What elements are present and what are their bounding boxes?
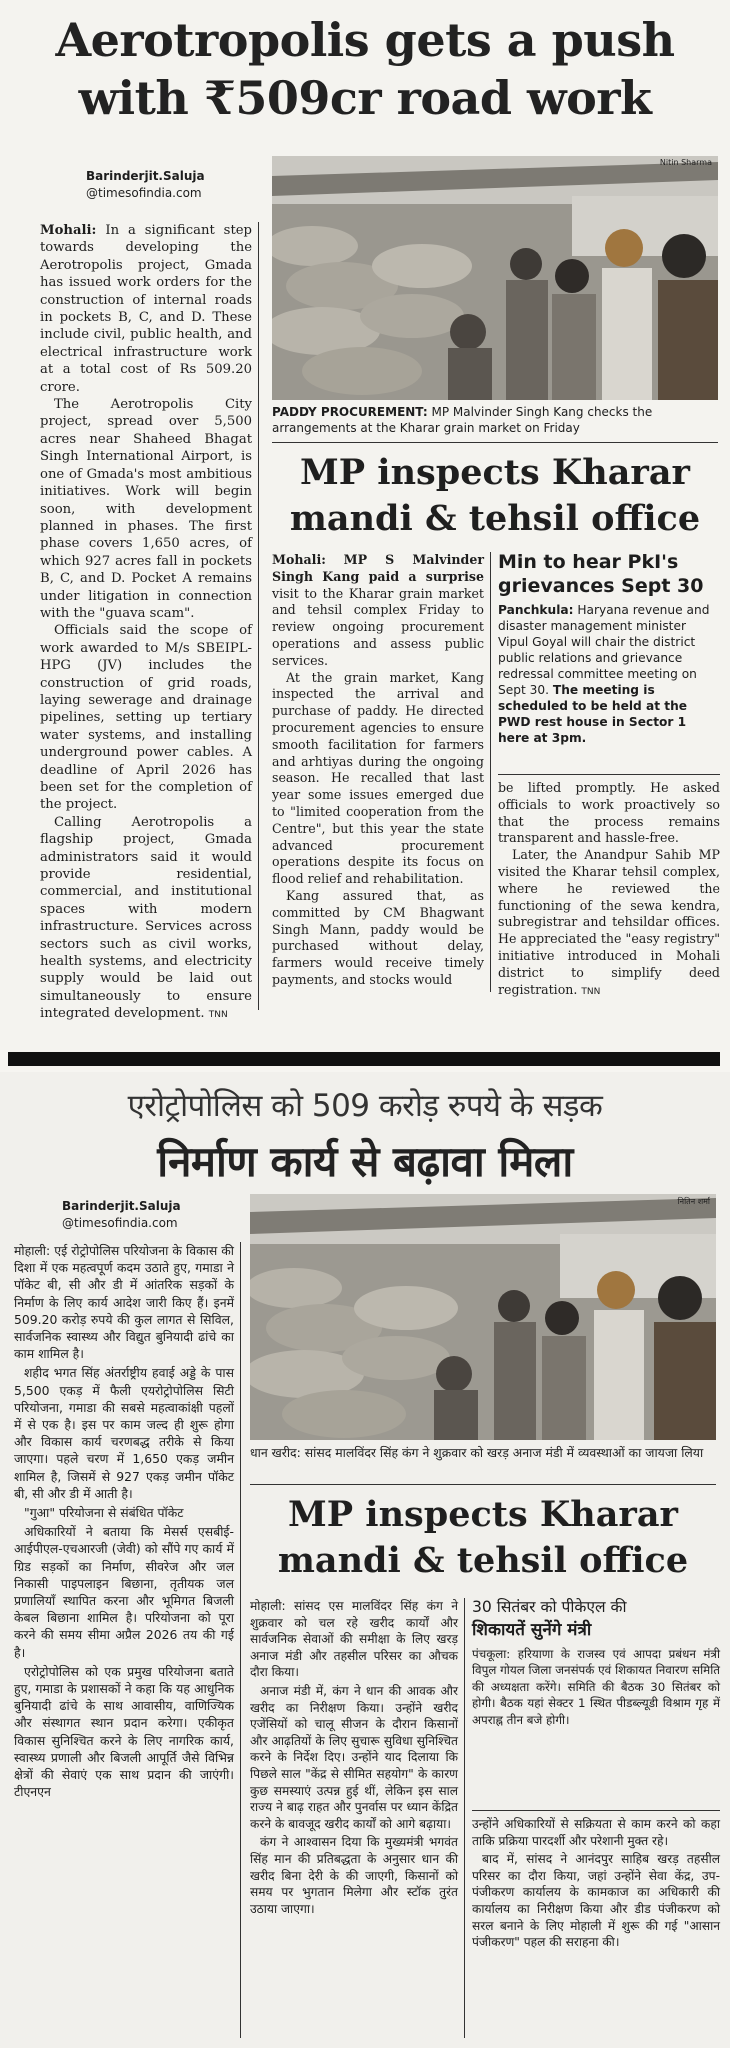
box-dateline: Panchkula: [498, 603, 574, 617]
hindi-sub-headline-line-2: mandi & tehsil office [277, 1540, 689, 1581]
lead-para-3: Officials said the scope of work awarded to M/s SBEIPL-HPG (JV) includes the construction of grid roads, laying sewerage and drainage pipelines, setting up tertiary water systems, and installing underground power cables. A deadline of April 2026 has been set for the completion of the project. [40, 623, 252, 813]
hindi-sub-column-divider [464, 1598, 465, 2038]
box-body [498, 602, 720, 746]
hindi-para-3: "गुआ" परियोजना से संबंधित पॉकेट [24, 1505, 184, 1521]
paddy-procurement-photo [272, 156, 718, 400]
hindi-box-headline-line-1: 30 सितंबर को पीकेएल की [472, 1598, 627, 1616]
sub-col2-para-2: Later, the Anandpur Sahib MP visited the Kharar tehsil complex, where he reviewed the functioning of the sewa kendra, subregistrar and tehsildar offices. He appreciated the "easy registry" initiative introduced in Mohali district to simplify deed registration. [498, 847, 720, 997]
hindi-para-5: एरोट्रोपोलिस को एक प्रमुख परियोजना बताते हुए, गमाडा के प्रशासकों ने कहा कि यह आधुनिक बुनियादी ढांचे के साथ आवासीय, वाणिज्यिक और संस्थागत स्थान प्रदान करेगा। एकीकृत विकास सुनिश्चित करने के लिए नागरिक कार्य, स्वास्थ्य प्रणाली और बिजली आपूर्ति जैसे विभिन्न क्षेत्रों की सेवाएं एक साथ प्रदान की जाएंगी। टीएनएन [14, 1663, 234, 1800]
box-headline-line-2: grievances Sept 30 [498, 575, 704, 597]
hindi-clipping [0, 1072, 730, 2048]
tnn-tag-2: TNN [581, 986, 601, 997]
hindi-byline-name: Barinderjit.Saluja [62, 1199, 181, 1213]
hindi-sub-para-2: अनाज मंडी में, कंग ने धान की आवक और खरीद का निरीक्षण किया। उन्होंने खरीद एजेंसियों को चालू सीजन के दौरान किसानों और आढ़तियों के लिए सुचारू सुविधा सुनिश्चित करने के निर्देश दिए। उन्होंने याद दिलाया कि पिछले साल "केंद्र से सीमित सहयोग" के कारण कुछ समस्याएं उत्पन्न हुई थीं, लेकिन इस साल राज्य ने बाढ़ राहत और पुनर्वास पर ध्यान केंद्रित करने के बावजूद खरीद कार्यों को आगे बढ़ाया। [250, 1683, 458, 1831]
box-text-bold: The meeting is scheduled to be held at the PWD rest house in Sector 1 here at 3pm. [498, 683, 688, 745]
sub-para-2: At the grain market, Kang inspected the arrival and purchase of paddy. He directed procurement agencies to ensure smooth facilitation for farmers and arhtiyas during the ongoing season. He recalled that last year some issues emerged due to "limited cooperation from the Centre", but this year the state advanced procurement operations despite its focus on flood relief and rehabilitation. [272, 669, 484, 887]
sub-headline-line-2: mandi & tehsil office [289, 498, 701, 539]
sub-para-1-lead: MP S Malvinder Singh Kang paid a surprise [272, 552, 484, 584]
hindi-sub-headline-line-1: MP inspects Kharar [288, 1494, 678, 1535]
caption-rule [272, 442, 718, 443]
photo-illustration [272, 156, 718, 400]
sub-headline-line-1: MP inspects Kharar [300, 452, 690, 493]
hindi-headline-line-2: निर्माण कार्य से बढ़ावा मिला [157, 1137, 573, 1186]
byline-handle: @timesofindia.com [86, 186, 202, 200]
sub-para-1: visit to the Kharar grain market and tehsil complex Friday to review ongoing procurement operations and assess public services. [272, 585, 484, 668]
box-rule [498, 774, 720, 775]
grievance-box [498, 550, 720, 746]
hindi-byline [62, 1198, 181, 1232]
hindi-photo-caption: धान खरीद: सांसद मालविंदर सिंह कंग ने शुक्रवार को खरड़ अनाज मंडी में व्यवस्थाओं का जायजा लिया [250, 1445, 704, 1460]
lead-para-1: In a significant step towards developing the Aerotropolis project, Gmada has issued work orders for the construction of internal roads in pockets B, C, and D. These include civil, public health, and electrical infrastructure work at a total cost of Rs 509.20 crore. [40, 223, 252, 395]
hindi-col2-para-2: बाद में, सांसद ने आनंदपुर साहिब खरड़ तहसील परिसर का दौरा किया, जहां उन्होंने सेवा केंद्र, उप-पंजीकरण कार्यालय के कामकाज का अधिकारी की कार्यालय का निरीक्षण किया और डीड पंजीकरण को सरल बनाने के लिए मोहाली में शुरू की गई "आसान पंजीकरण" पहल की सराहना की। [472, 1852, 720, 1950]
hindi-caption-rule [250, 1484, 716, 1485]
photo-caption [272, 404, 718, 436]
headline-line-1: Aerotropolis gets a push [55, 13, 675, 67]
sub-column-divider [490, 552, 491, 992]
hindi-col2-para-1: उन्होंने अधिकारियों से सक्रियता से काम करने को कहा ताकि प्रक्रिया पारदर्शी और परेशानी मुक्त रहे। [472, 1817, 720, 1848]
sub-para-3: Kang assured that, as committed by CM Bhagwant Singh Mann, paddy would be purchased without delay, farmers would receive timely payments, and stocks would [272, 887, 484, 987]
byline-name: Barinderjit.Saluja [86, 169, 205, 183]
hindi-column-divider [240, 1242, 241, 2038]
hindi-sub-para-3: कंग ने आश्वासन दिया कि मुख्यमंत्री भगवंत सिंह मान की प्रतिबद्धता के अनुसार धान की खरीद बिना देरी के की जाएगी, किसानों को समय पर भुगतान मिलेगा और स्टॉक तुरंत उठाया जाएगा। [250, 1835, 458, 1916]
lead-para-4: Calling Aerotropolis a flagship project, Gmada administrators said it would provide residential, commercial, and institutional spaces with modern infrastructure. Services across sectors such as civil works, health systems, and electricity supply would be laid out simultaneously to ensure integrated development. [40, 814, 252, 1022]
hindi-para-1: मोहाली: एई रोट्रोपोलिस परियोजना के विकास की दिशा में एक महत्वपूर्ण कदम उठाते हुए, गमाडा ने पॉकेट बी, सी और डी में आंतरिक सड़कों के निर्माण के लिए कार्य आदेश जारी किए हैं। इनमें 509.20 करोड़ रुपये की कुल लागत से सिविल, सार्वजनिक स्वास्थ्य और विद्युत बुनियादी ढांचे का काम शामिल है। [14, 1243, 234, 1362]
sub-col2-para-1: be lifted promptly. He asked officials to work proactively so that the process remains transparent and hassle-free. [498, 780, 720, 846]
hindi-paddy-photo [250, 1194, 716, 1440]
hindi-box-rule [472, 1810, 720, 1811]
hindi-sub-column-1 [250, 1598, 458, 1919]
hindi-sub-column-2 [472, 1816, 720, 1953]
hindi-sub-para-1: मोहाली: सांसद एस मालविंदर सिंह कंग ने शुक्रवार को चल रहे खरीद कार्यों और सार्वजनिक सेवाओं की समीक्षा के लिए खरड़ अनाज मंडी और तहसील परिसर का औचक दौरा किया। [250, 1599, 458, 1680]
hindi-photo-credit: नितिन शर्मा [677, 1197, 710, 1206]
tnn-tag: TNN [208, 1010, 228, 1021]
hindi-headline-line-1: एरोट्रोपोलिस को 509 करोड़ रुपये के सड़क [127, 1088, 603, 1124]
sub-dateline: Mohali: [272, 552, 326, 567]
headline-line-2: with ₹509cr road work [78, 71, 652, 125]
column-divider [258, 222, 259, 1010]
hindi-byline-handle: @timesofindia.com [62, 1216, 178, 1230]
photo-credit: Nitin Sharma [659, 158, 712, 167]
hindi-photo-illustration [250, 1194, 716, 1440]
lead-story-column [40, 222, 252, 1025]
box-text: Haryana revenue and disaster management minister Vipul Goyal will chair the district public relations and grievance redressal committee meeting on Sept 30. [498, 603, 710, 697]
sub-story-column-2 [498, 780, 720, 1000]
hindi-box-headline-line-2: शिकायतें सुनेंगे मंत्री [472, 1620, 592, 1640]
sub-story-column-1 [272, 552, 484, 989]
byline [86, 168, 205, 202]
hindi-para-2: शहीद भगत सिंह अंतर्राष्ट्रीय हवाई अड्डे के पास 5,500 एकड़ में फैली एयरोट्रोपोलिस सिटी परियोजना, गमाडा की सबसे महत्वाकांक्षी पहलों में से एक है। इस पर काम जल्द ही शुरू होगा और विकास कार्य चरणबद्ध तरीके से किया जाएगा। पहले चरण में 1,650 एकड़ जमीन शामिल है, जिसमें से 927 एकड़ जमीन पॉकेट बी, सी और डी में आती है। [14, 1365, 234, 1501]
lead-dateline: Mohali: [40, 223, 97, 238]
hindi-lead-column [14, 1242, 234, 1803]
hindi-para-4: अधिकारियों ने बताया कि मेसर्स एसबीई-आईपीएल-एचआरजी (जेवी) को सौंपे गए कार्य में ग्रिड सड़कों का निर्माण, सीवरेज और जल निकासी पाइपलाइन बिछाना, तृतीयक जल प्रणालियाँ स्थापित करना और भूमिगत बिजली केबल बिछाना शामिल है। परियोजना को पूरा करने की समय सीमा अप्रैल 2026 तय की गई है। [14, 1524, 234, 1660]
hindi-box-text: पंचकूला: हरियाणा के राजस्व एवं आपदा प्रबंधन मंत्री विपुल गोयल जिला जनसंपर्क एवं शिकायत निवारण समिति की अध्यक्षता करेंगे। समिति की बैठक 30 सितंबर को होगी। बैठक यहां सेक्टर 1 स्थित पीडब्ल्यूडी विश्राम गृह में अपराह्न तीन बजे होगी। [472, 1647, 720, 1727]
lead-para-2: The Aerotropolis City project, spread over 5,500 acres near Shaheed Bhagat Singh International Airport, is one of Gmada's most ambitious initiatives. Work will begin soon, with development planned in phases. The first phase covers 1,650 acres, of which 927 acres fall in pockets B, C, and D. Pocket A remains under litigation in connection with the "guava scam". [40, 397, 252, 621]
caption-label: PADDY PROCUREMENT: [272, 405, 428, 419]
panel-separator [8, 1052, 720, 1066]
hindi-grievance-box [472, 1596, 720, 1728]
box-headline-line-1: Min to hear PkI's [498, 551, 679, 573]
caption-text: MP Malvinder Singh Kang checks the arrangements at the Kharar grain market on Friday [272, 405, 653, 435]
